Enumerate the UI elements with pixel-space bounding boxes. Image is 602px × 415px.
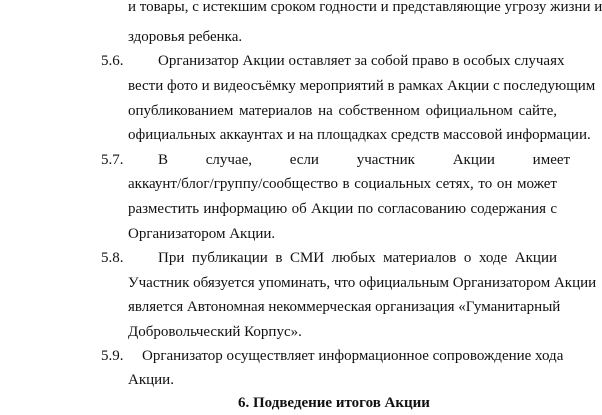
clause-number: 5.6. — [101, 53, 124, 69]
text-line: вести фото и видеосъёмку мероприятий в рамках Акции с последующим — [128, 78, 596, 94]
text-line: Акции. — [128, 372, 174, 388]
section-heading: 6. Подведение итогов Акции — [238, 395, 430, 411]
clause-number: 5.9. — [101, 348, 124, 364]
text-line: Участник обязуется упоминать, что официальным Организатором Акции — [128, 275, 597, 291]
text-line: Организатор осуществляет информационное сопровождение хода — [142, 348, 564, 364]
text-line: здоровья ребенка. — [128, 29, 243, 45]
text-line: В случае, если участник Акции имеет — [158, 152, 571, 168]
text-line: опубликованием материалов на собственном официальном сайте, — [128, 103, 557, 119]
text-line: официальных аккаунтах и на площадках средств массовой информации. — [128, 127, 591, 143]
text-line: Организатором Акции. — [128, 226, 276, 242]
text-line: Организатор Акции оставляет за собой право в особых случаях — [158, 53, 565, 69]
text-line: аккаунт/блог/группу/сообщество в социальных сетях, то он может — [128, 176, 557, 192]
text-line: Добровольческий Корпус». — [128, 324, 302, 340]
text-line: и товары, с истекшим сроком годности и представляющие угрозу жизни и — [128, 0, 602, 15]
text-line: является Автономная некоммерческая организация «Гуманитарный — [128, 299, 561, 315]
clause-number: 5.8. — [101, 250, 124, 266]
clause-number: 5.7. — [101, 152, 124, 168]
text-line: разместить информацию об Акции по согласованию содержания с — [128, 201, 557, 217]
text-line: При публикации в СМИ любых материалов о ходе Акции — [158, 250, 557, 266]
